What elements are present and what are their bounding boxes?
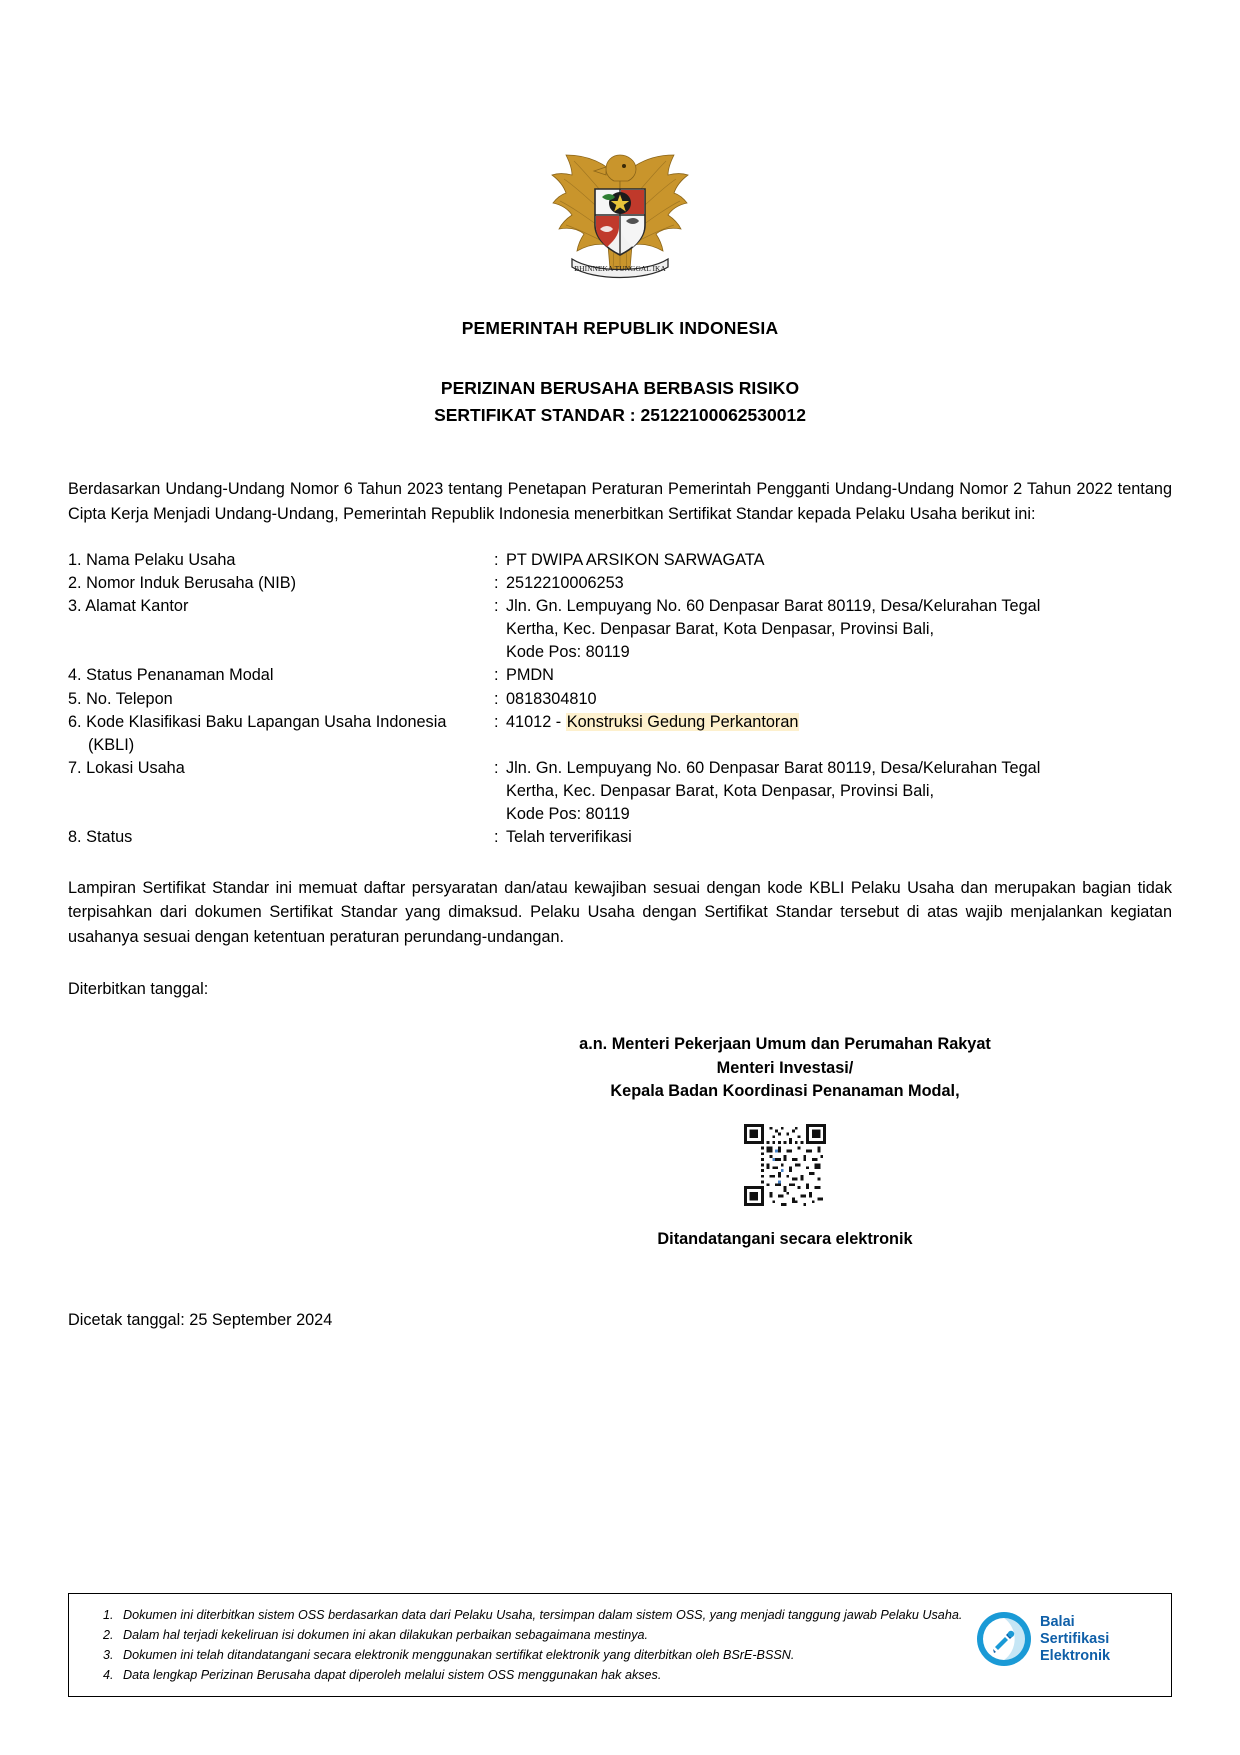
- signature-line3: Kepala Badan Koordinasi Penanaman Modal,: [610, 1082, 960, 1101]
- field-label-7: [68, 757, 494, 826]
- field-value-text-1: PT DWIPA ARSIKON SARWAGATA: [506, 550, 765, 569]
- field-label-text-3: Alamat Kantor: [85, 597, 189, 616]
- field-value-text-3-line2: Kertha, Kec. Denpasar Barat, Kota Denpasar, Provinsi Bali,: [506, 620, 935, 639]
- field-value-text-8: Telah terverifikasi: [506, 828, 632, 847]
- field-number-1: 1.: [68, 550, 82, 569]
- field-label-6: [68, 711, 494, 757]
- field-number-3: 3.: [68, 597, 82, 616]
- printed-date: Dicetak tanggal: 25 September 2024: [68, 1310, 333, 1329]
- field-value-4: [494, 664, 1172, 687]
- field-number-2: 2.: [68, 573, 82, 592]
- field-value-text-7-line3: Kode Pos: 80119: [506, 805, 630, 824]
- field-label-text-1: Nama Pelaku Usaha: [86, 550, 236, 569]
- bsre-text: [1040, 1614, 1110, 1665]
- bsre-line1: Balai: [1040, 1613, 1075, 1630]
- field-value-1: [494, 549, 1172, 572]
- field-value-text-7-line1: Jln. Gn. Lempuyang No. 60 Denpasar Barat 80119, Desa/Kelurahan Tegal: [506, 759, 1041, 778]
- colon-6: :: [494, 712, 499, 731]
- field-number-6: 6.: [68, 712, 82, 731]
- field-label-text-6: Kode Klasifikasi Baku Lapangan Usaha Indonesia: [86, 712, 447, 731]
- garuda-pancasila-emblem: [550, 141, 690, 289]
- field-value-8: [494, 826, 1172, 849]
- field-label-text-2: Nomor Induk Berusaha (NIB): [86, 573, 297, 592]
- footer-box: [68, 1593, 1172, 1697]
- qr-code[interactable]: [744, 1124, 826, 1206]
- signature-line1: a.n. Menteri Pekerjaan Umum dan Perumahan Rakyat: [579, 1034, 991, 1053]
- field-label-text-5: No. Telepon: [86, 689, 173, 708]
- colon-4: :: [494, 666, 499, 685]
- field-label-1: [68, 549, 494, 572]
- field-value-6: [494, 711, 1172, 757]
- svg-text:BHINNEKA TUNGGAL IKA: BHINNEKA TUNGGAL IKA: [574, 264, 666, 273]
- bsre-badge: [965, 1606, 1157, 1668]
- field-value-5: [494, 688, 1172, 711]
- issued-date-label: Diterbitkan tanggal:: [68, 979, 209, 998]
- table-row: [68, 572, 1172, 595]
- header-title: [68, 375, 1172, 429]
- field-number-5: 5.: [68, 689, 82, 708]
- field-label-text-8: Status: [86, 828, 133, 847]
- table-row: [68, 757, 1172, 826]
- bsre-line2: Sertifikasi: [1040, 1630, 1110, 1647]
- field-number-4: 4.: [68, 666, 82, 685]
- colon-5: :: [494, 689, 499, 708]
- field-value-text-3-line1: Jln. Gn. Lempuyang No. 60 Denpasar Barat 80119, Desa/Kelurahan Tegal: [506, 597, 1041, 616]
- table-row: [68, 595, 1172, 664]
- field-value-text-3-line3: Kode Pos: 80119: [506, 643, 630, 662]
- table-row: [68, 688, 1172, 711]
- footer-notes-list: [83, 1606, 965, 1686]
- list-item: 3. Dokumen ini telah ditandatangani secara elektronik menggunakan sertifikat elektronik yang diterbitkan oleh BSrE-BSSN.: [117, 1646, 965, 1666]
- business-data-table: [68, 549, 1172, 850]
- colon-8: :: [494, 828, 499, 847]
- list-item: 1. Dokumen ini diterbitkan sistem OSS berdasarkan data dari Pelaku Usaha, tersimpan dalam sistem OSS, yang menjadi tanggung jawab Pelaku Usaha.: [117, 1606, 965, 1626]
- table-row: [68, 826, 1172, 849]
- field-value-2: [494, 572, 1172, 595]
- field-label-text-4: Status Penanaman Modal: [86, 666, 274, 685]
- field-number-7: 7.: [68, 759, 82, 778]
- field-value-text-5: 0818304810: [506, 689, 597, 708]
- table-row: [68, 549, 1172, 572]
- colon-2: :: [494, 573, 499, 592]
- field-label-5: [68, 688, 494, 711]
- list-item: 4. Data lengkap Perizinan Berusaha dapat diperoleh melalui sistem OSS menggunakan hak akses.: [117, 1666, 965, 1686]
- field-label-text-7: Lokasi Usaha: [86, 759, 185, 778]
- colon-7: :: [494, 759, 499, 778]
- bsre-logo-icon: [975, 1610, 1033, 1668]
- field-value-text-4: PMDN: [506, 666, 554, 685]
- list-item: 2. Dalam hal terjadi kekeliruan isi dokumen ini akan dilakukan perbaikan sebagaimana mestinya.: [117, 1626, 965, 1646]
- header-government: PEMERINTAH REPUBLIK INDONESIA: [461, 318, 779, 338]
- header-title-line1: PERIZINAN BERUSAHA BERBASIS RISIKO: [440, 378, 800, 398]
- field-value-text-6-prefix: 41012 -: [506, 712, 566, 731]
- qr-code-container: [68, 1124, 1172, 1206]
- field-label-8: [68, 826, 494, 849]
- intro-paragraph: Berdasarkan Undang-Undang Nomor 6 Tahun 2023 tentang Penetapan Peraturan Pemerintah Pengganti Undang-Undang Nomor 2 Tahun 2022 tentang Cipta Kerja Menjadi Undang-Undang, Pemerintah Republik Indonesia menerbitkan Sertifikat Standar kepada Pelaku Usaha berikut ini:: [68, 480, 1172, 524]
- field-value-text-2: 2512210006253: [506, 573, 624, 592]
- signature-block: [68, 1033, 1172, 1104]
- field-label-3: [68, 595, 494, 664]
- field-value-7: [494, 757, 1172, 826]
- table-row: [68, 711, 1172, 757]
- closing-paragraph: Lampiran Sertifikat Standar ini memuat daftar persyaratan dan/atau kewajiban sesuai dengan kode KBLI Pelaku Usaha dan merupakan bagian tidak terpisahkan dari dokumen Sertifikat Standar yang dimaksud. Pelaku Usaha dengan Sertifikat Standar tersebut di atas wajib menjalankan kegiatan usahanya sesuai dengan ketentuan peraturan perundang-undangan.: [68, 878, 1172, 947]
- signature-note: Ditandatangani secara elektronik: [657, 1229, 913, 1248]
- field-value-text-6-highlight: Konstruksi Gedung Perkantoran: [566, 712, 799, 731]
- table-row: [68, 664, 1172, 687]
- colon-3: :: [494, 597, 499, 616]
- emblem-container: [68, 140, 1172, 290]
- colon-1: :: [494, 550, 499, 569]
- field-label-4: [68, 664, 494, 687]
- signature-line2: Menteri Investasi/: [716, 1058, 854, 1077]
- field-label-2: [68, 572, 494, 595]
- header-title-line2: SERTIFIKAT STANDAR : 25122100062530012: [434, 405, 806, 426]
- field-label-text-6-sub: (KBLI): [88, 735, 135, 754]
- field-number-8: 8.: [68, 828, 82, 847]
- field-value-text-7-line2: Kertha, Kec. Denpasar Barat, Kota Denpasar, Provinsi Bali,: [506, 782, 935, 801]
- bsre-line3: Elektronik: [1040, 1647, 1111, 1664]
- field-value-3: [494, 595, 1172, 664]
